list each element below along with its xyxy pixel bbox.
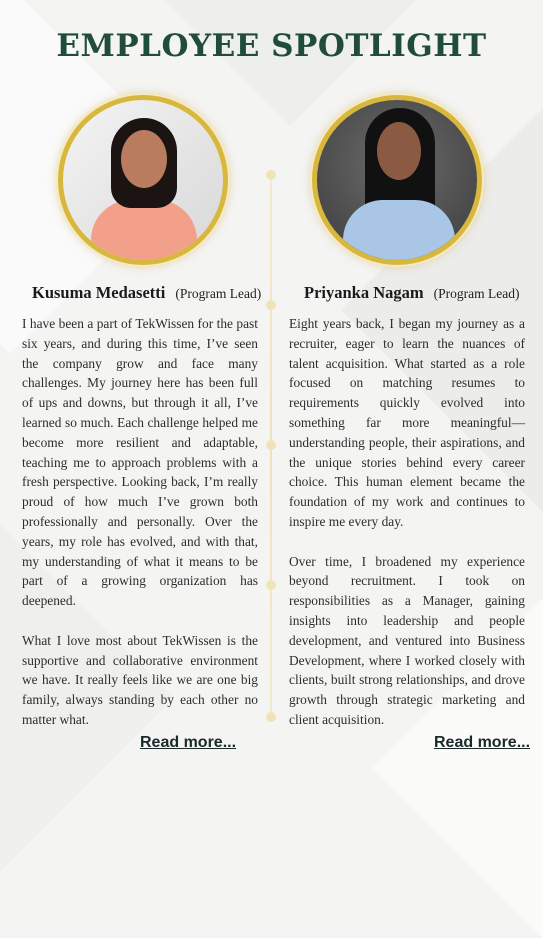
page-title: EMPLOYEE SPOTLIGHT: [56, 28, 487, 64]
testimonial-paragraph: Over time, I broadened my experience beyond recruitment. I took on responsibilities as a Manager, gaining insights into leadership and people development, and ventured into Business Development, where I worked closely with clients, built strong relationships, and drove growth through strategic marketing and client acquisition.: [289, 553, 525, 727]
divider-dot: [266, 440, 276, 450]
employee-name-row: [304, 283, 519, 303]
employee-photo-priyanka: [312, 95, 482, 265]
testimonial-paragraph: I have been a part of TekWissen for the past six years, and during this time, I’ve seen the company grow and face many challenges. My journey here has been full of ups and downs, but through it all, I’ve learned so much. Each challenge helped me become more resilient and adaptable, teaching me to approach problems with a fresh perspective. Looking back, I’m really proud of how much I’ve grown both professionally and personally. Over the years, my role has evolved, and with that, my understanding of what it means to be part of a growing organization has deepened.: [22, 316, 258, 609]
divider-dot: [266, 300, 276, 310]
employee-photo-kusuma: [58, 95, 228, 265]
employee-name: Priyanka Nagam: [304, 283, 424, 302]
employee-role: (Program Lead): [433, 286, 520, 301]
testimonial-right: [289, 314, 525, 750]
divider-dot: [266, 712, 276, 722]
employee-name-row: [32, 283, 261, 303]
portrait-body: [91, 200, 197, 265]
employee-name: Kusuma Medasetti: [32, 283, 166, 302]
testimonial-paragraph: What I love most about TekWissen is the supportive and collaborative environment we have. It really feels like we are one big family, always standing by each other no matter what.: [22, 632, 258, 727]
portrait-face: [121, 130, 167, 188]
employee-role: (Program Lead): [175, 286, 262, 301]
testimonial-paragraph: Eight years back, I began my journey as a recruiter, eager to learn the nuances of talent acquisition. What started as a role focused on matching resumes to requirements quickly evolved into something far more meaningful—understanding people, their aspirations, and the unique stories behind every career choice. This human element became the foundation of my work and continues to inspire me every day.: [289, 316, 525, 529]
portrait-face: [377, 122, 421, 180]
read-more-link-priyanka[interactable]: Read more...: [434, 734, 531, 751]
divider-dot: [266, 580, 276, 590]
portrait-body: [343, 200, 455, 265]
read-more-link-kusuma[interactable]: Read more...: [140, 734, 237, 751]
divider-dot: [266, 170, 276, 180]
testimonial-left: [22, 314, 258, 750]
